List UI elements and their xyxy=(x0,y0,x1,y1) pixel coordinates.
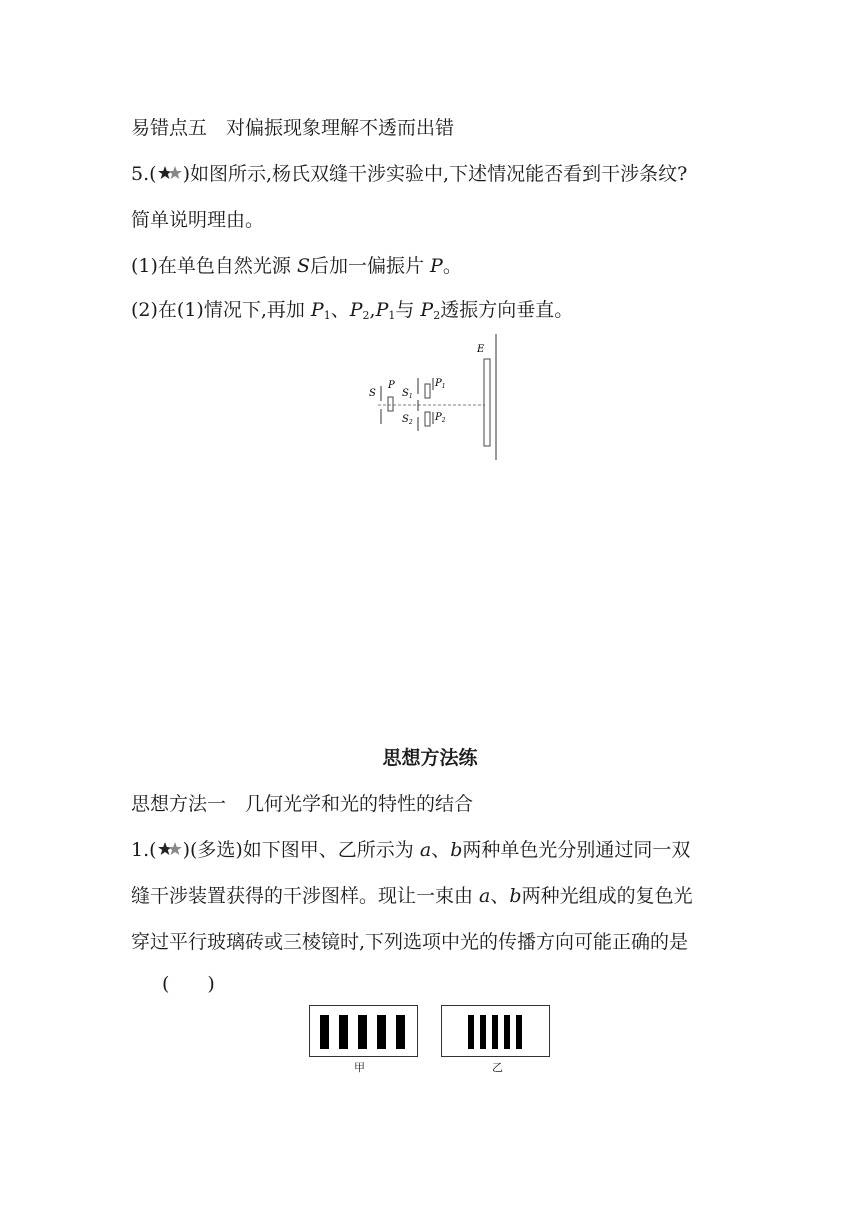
polarizer-2 xyxy=(425,412,430,426)
source-label: S xyxy=(369,388,376,399)
question-5-text: 如图所示,杨氏双缝干涉实验中,下述情况能否看到干涉条纹? xyxy=(189,163,688,185)
question-5-part-2: (2)在(1)情况下,再加 $P_1$、$P_2,P_1$与 $P_2$透振方向垂直。 xyxy=(131,299,574,322)
polarizer xyxy=(388,397,393,411)
question-1-line-2: 缝干涉装置获得的干涉图样。现让一束由 a、b两种光组成的复色光 xyxy=(131,885,693,907)
two-stars-difficulty-icon xyxy=(157,164,183,182)
polarizer-label: P xyxy=(388,380,395,391)
section-heading: 思想方法练 xyxy=(382,747,478,769)
double-slit-diagram xyxy=(360,330,510,465)
polarizer-1-label: $P_1$ xyxy=(435,378,446,390)
answer-blank: ( ) xyxy=(162,973,215,995)
method-title: 思想方法一 几何光学和光的特性的结合 xyxy=(131,793,474,815)
question-number: 5. xyxy=(131,163,150,185)
question-5-line-2: 简单说明理由。 xyxy=(131,209,265,231)
pattern-jia-label: 甲 xyxy=(354,1061,365,1074)
slit-2-label: $S_2$ xyxy=(402,414,413,426)
question-5-part-1: (1)在单色自然光源 S后加一偏振片 P。 xyxy=(131,255,462,277)
mistake-point-title: 易错点五 对偏振现象理解不透而出错 xyxy=(131,117,455,139)
question-1-line-1: 1.( )(多选)如下图甲、乙所示为 a、b两种单色光分别通过同一双 xyxy=(131,839,691,861)
question-1-line-3: 穿过平行玻璃砖或三棱镜时,下列选项中光的传播方向可能正确的是 xyxy=(131,931,689,953)
pattern-yi xyxy=(441,1005,550,1057)
screen xyxy=(484,359,490,446)
question-5-line-1: 5.( )如图所示,杨氏双缝干涉实验中,下述情况能否看到干涉条纹? xyxy=(131,163,688,185)
question-number: 1. xyxy=(131,839,150,861)
screen-label: E xyxy=(477,344,485,355)
polarizer-2-label: $P_2$ xyxy=(435,412,446,424)
slit-1-label: $S_1$ xyxy=(402,388,413,400)
two-stars-difficulty-icon xyxy=(157,840,183,858)
pattern-jia xyxy=(309,1005,418,1057)
polarizer-1 xyxy=(425,384,430,398)
pattern-yi-label: 乙 xyxy=(492,1061,503,1074)
